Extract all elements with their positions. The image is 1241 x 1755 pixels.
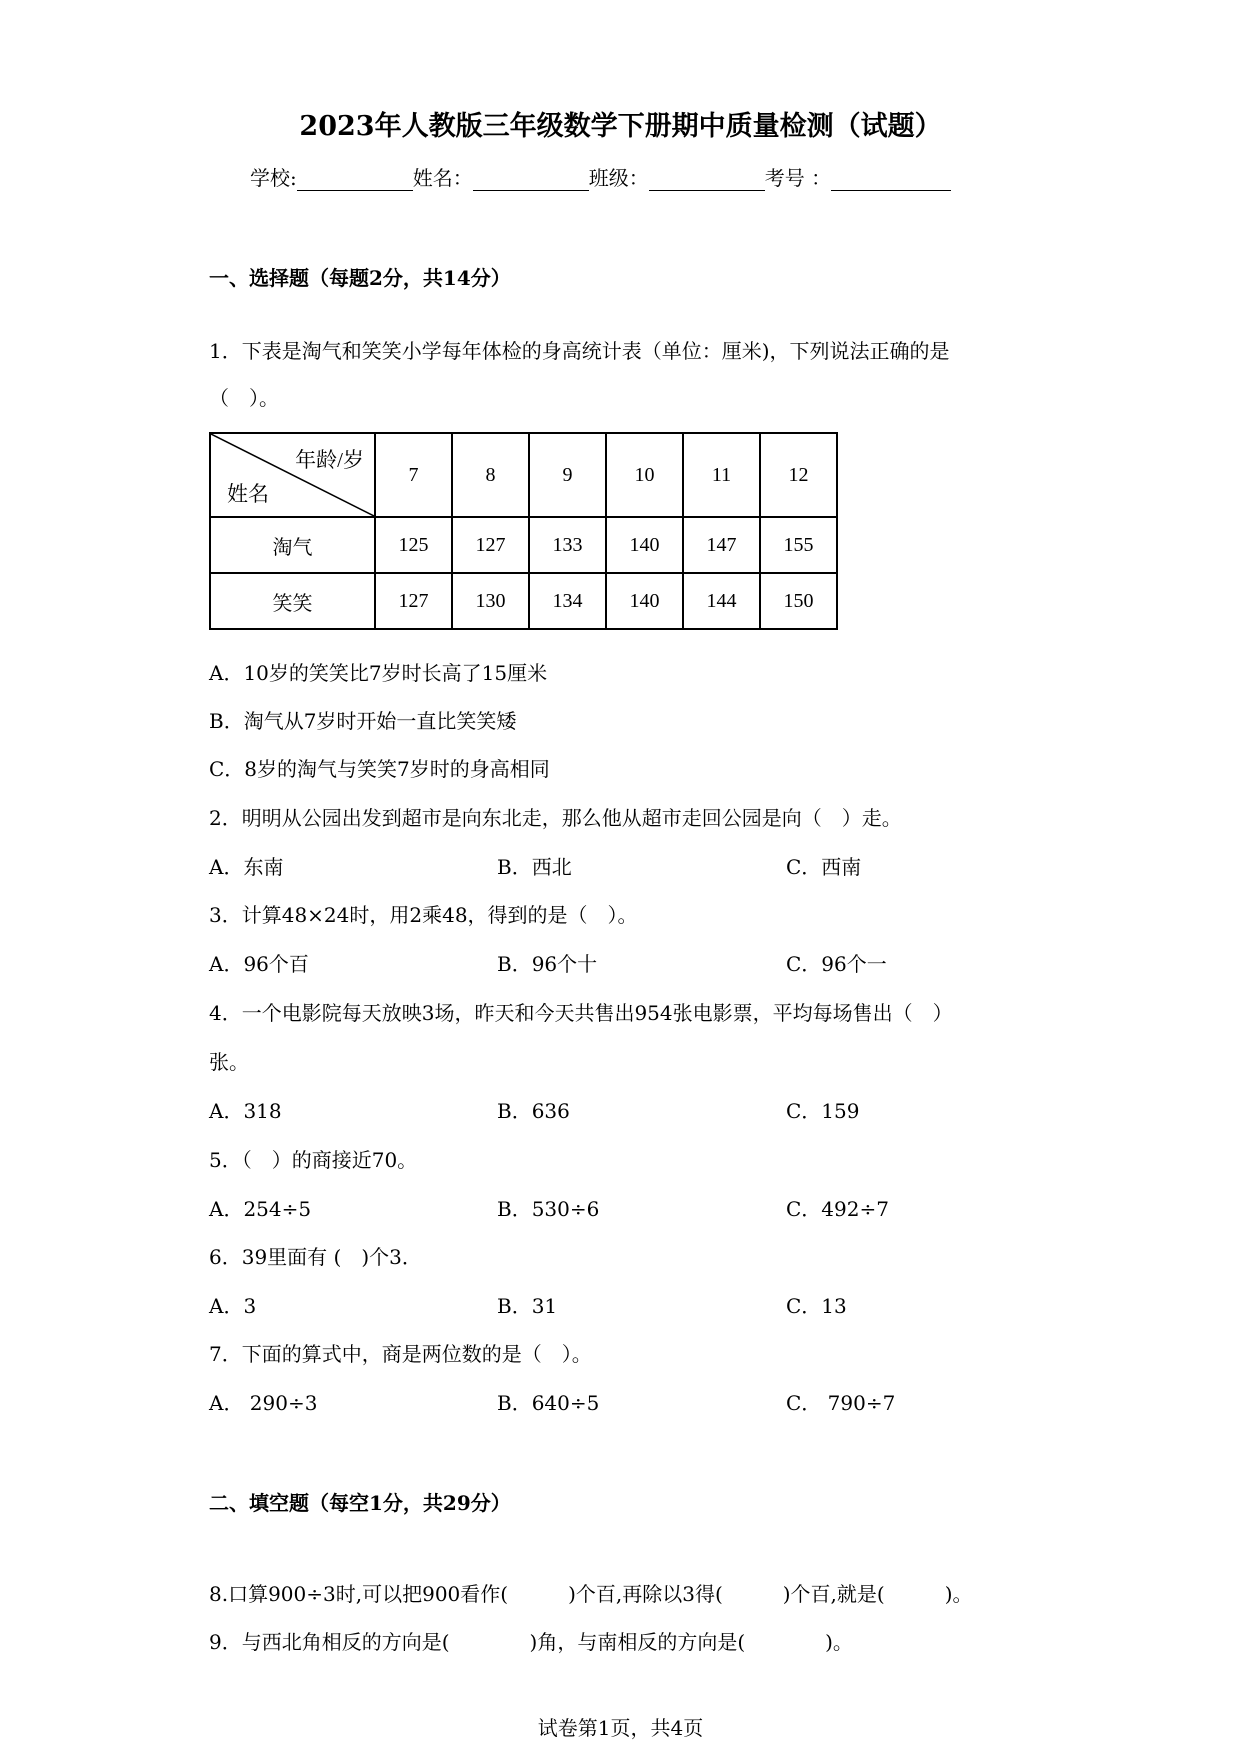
question-7-option-c[interactable]: C． 790÷7 — [786, 1391, 896, 1415]
value-cell: 150 — [760, 573, 837, 629]
question-1-line-1: 1．下表是淘气和笑笑小学每年体检的身高统计表（单位：厘米)，下列说法正确的是 — [209, 339, 950, 363]
question-6-text: 6．39里面有 ( )个3． — [209, 1245, 422, 1269]
question-5-text: 5．（ ）的商接近70。 — [209, 1148, 418, 1172]
value-cell: 134 — [529, 573, 606, 629]
class-label: 班级： — [588, 166, 649, 190]
age-cell: 8 — [452, 433, 529, 517]
age-cell: 9 — [529, 433, 606, 517]
height-table — [209, 432, 838, 630]
question-5-option-a[interactable]: A．254÷5 — [209, 1197, 312, 1221]
question-3-text: 3．计算48×24时，用2乘48，得到的是（ ）。 — [209, 903, 638, 927]
number-label: 考号 ： — [764, 166, 832, 190]
value-cell: 127 — [375, 573, 452, 629]
question-1-option-a[interactable]: A．10岁的笑笑比7岁时长高了15厘米 — [209, 661, 548, 685]
question-5-option-b[interactable]: B．530÷6 — [497, 1197, 600, 1221]
question-8-text: 8.口算900÷3时,可以把900看作( )个百,再除以3得( )个百,就是( )。 — [209, 1582, 973, 1606]
question-9-text: 9．与西北角相反的方向是( )角，与南相反的方向是( )。 — [209, 1630, 853, 1654]
value-cell: 155 — [760, 517, 837, 573]
value-cell: 140 — [606, 517, 683, 573]
question-2-option-b[interactable]: B．西北 — [497, 855, 572, 879]
school-label: 学校: — [250, 166, 297, 190]
school-blank[interactable] — [297, 168, 413, 191]
question-4-line-1: 4．一个电影院每天放映3场，昨天和今天共售出954张电影票，平均每场售出（ ） — [209, 1001, 953, 1025]
row-name-cell: 笑笑 — [210, 573, 375, 629]
question-3-option-a[interactable]: A．96个百 — [209, 952, 309, 976]
corner-age-label: 年龄/岁 — [295, 448, 364, 472]
value-cell: 125 — [375, 517, 452, 573]
name-blank[interactable] — [473, 168, 589, 191]
row-name-cell: 淘气 — [210, 517, 375, 573]
value-cell: 127 — [452, 517, 529, 573]
table-corner-cell — [210, 433, 375, 517]
age-cell: 10 — [606, 433, 683, 517]
question-2-option-c[interactable]: C．西南 — [786, 855, 862, 879]
question-5-option-c[interactable]: C．492÷7 — [786, 1197, 889, 1221]
section-heading-fill-in: 二、填空题（每空1分，共29分） — [209, 1491, 511, 1515]
page-footer: 试卷第1页，共4页 — [537, 1716, 704, 1740]
question-4-option-b[interactable]: B．636 — [497, 1099, 570, 1123]
question-2-option-a[interactable]: A．东南 — [209, 855, 284, 879]
table-row — [210, 517, 837, 573]
corner-name-label: 姓名 — [227, 482, 269, 506]
age-cell: 7 — [375, 433, 452, 517]
question-4-option-a[interactable]: A．318 — [209, 1099, 282, 1123]
question-2-text: 2．明明从公园出发到超市是向东北走，那么他从超市走回公园是向（ ）走。 — [209, 806, 902, 830]
question-4-option-c[interactable]: C．159 — [786, 1099, 860, 1123]
question-4-line-2: 张。 — [209, 1050, 249, 1074]
question-7-option-b[interactable]: B．640÷5 — [497, 1391, 600, 1415]
question-6-option-a[interactable]: A．3 — [209, 1294, 257, 1318]
page-title: 2023年人教版三年级数学下册期中质量检测（试题） — [299, 111, 942, 142]
value-cell: 140 — [606, 573, 683, 629]
value-cell: 144 — [683, 573, 760, 629]
value-cell: 147 — [683, 517, 760, 573]
age-cell: 11 — [683, 433, 760, 517]
question-6-option-b[interactable]: B．31 — [497, 1294, 558, 1318]
question-3-option-c[interactable]: C．96个一 — [786, 952, 887, 976]
question-1-option-b[interactable]: B．淘气从7岁时开始一直比笑笑矮 — [209, 709, 517, 733]
table-row — [210, 573, 837, 629]
value-cell: 133 — [529, 517, 606, 573]
number-blank[interactable] — [831, 168, 951, 191]
question-1-line-2: （ ）。 — [209, 386, 279, 410]
question-7-option-a[interactable]: A． 290÷3 — [209, 1391, 318, 1415]
age-cell: 12 — [760, 433, 837, 517]
class-blank[interactable] — [649, 168, 765, 191]
question-6-option-c[interactable]: C．13 — [786, 1294, 847, 1318]
question-1-option-c[interactable]: C．8岁的淘气与笑笑7岁时的身高相同 — [209, 757, 550, 781]
question-3-option-b[interactable]: B．96个十 — [497, 952, 598, 976]
value-cell: 130 — [452, 573, 529, 629]
section-heading-choice: 一、选择题（每题2分，共14分） — [209, 266, 511, 290]
name-label: 姓名： — [412, 166, 473, 190]
question-7-text: 7．下面的算式中，商是两位数的是（ ）。 — [209, 1342, 592, 1366]
student-info-row — [250, 162, 951, 191]
table-header-row — [210, 433, 837, 517]
